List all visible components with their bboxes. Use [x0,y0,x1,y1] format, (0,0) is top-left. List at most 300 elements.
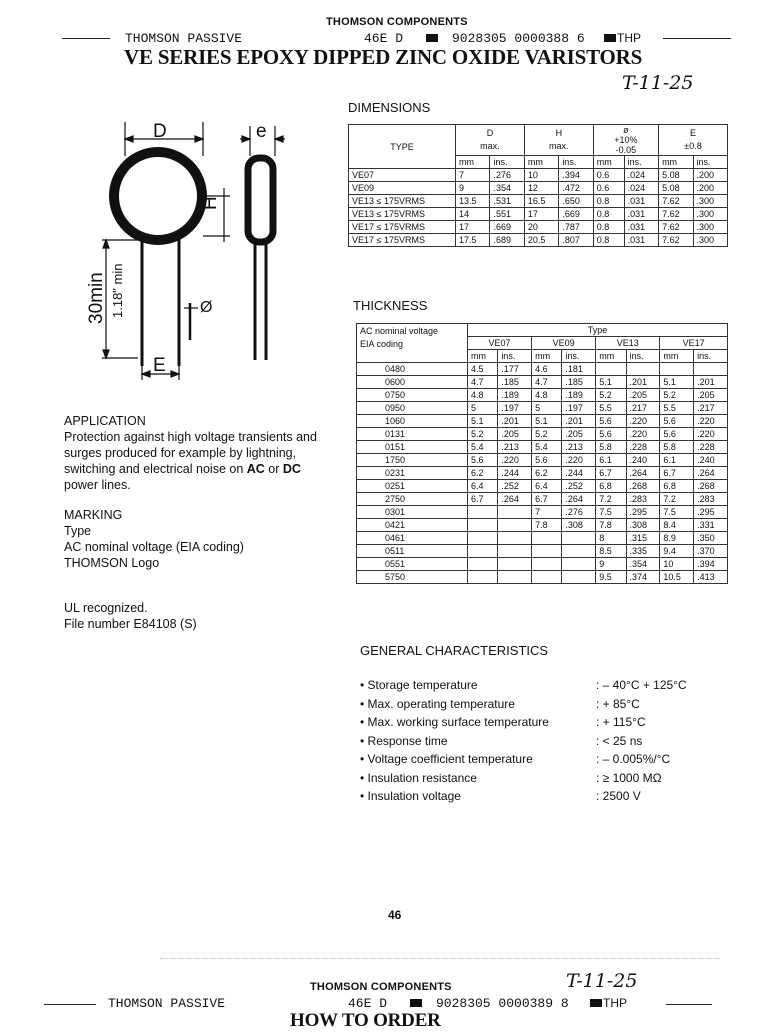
value-cell: .220 [626,415,660,428]
col-phi-tol1: +10% [614,135,638,145]
value-cell: .240 [694,454,728,467]
ac-voltage-header [357,324,468,363]
value-cell: 17 [456,221,490,234]
value-cell: .394 [694,558,728,571]
value-cell: .197 [562,402,596,415]
value-cell [532,545,562,558]
handwritten-note: T-11-25 [622,72,694,94]
value-cell: 0.6 [593,182,624,195]
value-cell: 7.2 [596,493,626,506]
thickness-row [357,532,728,545]
value-cell: 6.7 [596,467,626,480]
value-cell: 7.5 [596,506,626,519]
value-cell: .283 [626,493,660,506]
value-cell: 5.1 [596,376,626,389]
thickness-row [357,415,728,428]
division-label: THOMSON PASSIVE [125,31,243,46]
value-cell: .244 [562,467,596,480]
header-rule-right [663,38,731,39]
value-cell: .205 [694,389,728,402]
value-cell: 14 [456,208,490,221]
value-cell: 6.7 [532,493,562,506]
unit-ins: ins. [694,350,728,363]
application-line: power lines. [64,478,131,492]
value-cell [468,519,498,532]
characteristic-value: : 2500 V [596,789,641,803]
dimension-row [349,234,728,247]
characteristic-label: • Response time [360,733,448,748]
value-cell: 10 [524,169,558,182]
application-line [64,461,344,477]
value-cell: .331 [694,519,728,532]
value-cell: 6.4 [468,480,498,493]
value-cell: 7 [532,506,562,519]
value-cell: 6.8 [596,480,626,493]
type-group-header: Type [468,324,728,337]
col-phi-header [593,125,658,156]
value-cell: 5.08 [659,169,693,182]
voltage-code-cell: 1750 [357,454,468,467]
value-cell: 13.5 [456,195,490,208]
unit-mm: mm [532,350,562,363]
arrow-head [242,136,250,142]
characteristic-row [360,769,740,788]
value-cell: .177 [498,363,532,376]
value-cell: .220 [498,454,532,467]
value-cell [596,363,626,376]
ul-section [64,600,344,632]
next-handwritten-note: T-11-25 [566,970,638,992]
value-cell: .200 [693,169,728,182]
ac-bold: AC [246,462,265,476]
application-heading: APPLICATION [64,414,146,428]
type-cell: VE17 ≤ 175VRMS [349,221,456,234]
value-cell: .370 [694,545,728,558]
value-cell: .264 [562,493,596,506]
value-cell: .295 [626,506,660,519]
type-cell: VE13 ≤ 175VRMS [349,195,456,208]
value-cell [498,558,532,571]
tag-thp: THP [617,31,641,45]
application-section [64,413,344,493]
value-cell: 9.5 [596,571,626,584]
arrow-head [103,240,109,248]
value-cell: .201 [626,376,660,389]
value-cell: .264 [626,467,660,480]
value-cell: 0.8 [593,195,624,208]
value-cell: .252 [498,480,532,493]
characteristic-value: : + 85°C [596,696,640,711]
value-cell [468,545,498,558]
characteristic-label: • Insulation voltage [360,789,461,803]
next-doc-code: 46E D [348,996,388,1011]
marking-heading: MARKING [64,508,123,522]
ac-voltage-label: AC nominal voltage [360,326,439,336]
value-cell: .689 [490,234,524,247]
value-cell: 9.4 [660,545,694,558]
page-number: 46 [388,908,402,922]
value-cell: 5.2 [660,389,694,402]
value-cell: .244 [498,467,532,480]
value-cell: 20.5 [524,234,558,247]
value-cell [532,532,562,545]
block-mark [426,34,438,42]
voltage-code-cell: 0750 [357,389,468,402]
value-cell [468,558,498,571]
thickness-body [357,363,728,584]
value-cell: .264 [694,467,728,480]
value-cell: 9 [456,182,490,195]
voltage-code-cell: 0131 [357,428,468,441]
value-cell: 7.62 [659,221,693,234]
doc-code: 46E D [364,31,404,46]
dimensions-table [348,124,728,247]
col-ve17: VE17 [660,337,728,350]
label-e-top: e [256,121,267,142]
voltage-code-cell: 0480 [357,363,468,376]
thickness-row [357,506,728,519]
ul-file-number: File number E84108 (S) [64,617,197,631]
value-cell: 7.8 [532,519,562,532]
value-cell: .240 [626,454,660,467]
value-cell: .185 [498,376,532,389]
value-cell: 12 [524,182,558,195]
dimensions-heading: DIMENSIONS [348,100,431,115]
value-cell: 8 [596,532,626,545]
value-cell: 5.1 [660,376,694,389]
characteristic-label: • Storage temperature [360,678,478,692]
value-cell: 5 [532,402,562,415]
col-h-label: H [555,128,563,138]
value-cell: .268 [694,480,728,493]
unit-ins: ins. [498,350,532,363]
value-cell [694,363,728,376]
value-cell: .228 [626,441,660,454]
unit-ins: ins. [693,156,728,169]
value-cell [498,532,532,545]
marking-item: THOMSON Logo [64,556,160,570]
value-cell: .300 [693,208,728,221]
characteristic-value: : ≥ 1000 MΩ [596,770,662,785]
value-cell: .024 [624,169,658,182]
arrow-head [103,350,109,358]
value-cell: 6.2 [532,467,562,480]
col-type-header: TYPE [349,125,456,169]
value-cell: .031 [624,195,658,208]
value-cell: .205 [498,428,532,441]
value-cell: .413 [694,571,728,584]
block-mark [410,999,422,1007]
value-cell [468,506,498,519]
value-cell: 5 [468,402,498,415]
characteristic-value: : – 0.005%/°C [596,752,671,766]
characteristic-row [360,713,740,732]
value-cell: 9 [596,558,626,571]
value-cell [468,532,498,545]
text-span: switching and electrical noise on [64,462,247,476]
thickness-row [357,389,728,402]
value-cell: 10 [660,558,694,571]
voltage-code-cell: 0511 [357,545,468,558]
value-cell: .374 [626,571,660,584]
footer-rule-left [44,1004,96,1005]
value-cell: 6.4 [532,480,562,493]
arrow-head [142,371,150,377]
value-cell: 4.6 [532,363,562,376]
value-cell: 4.5 [468,363,498,376]
value-cell: 5.8 [596,441,626,454]
value-cell: 6.7 [468,493,498,506]
next-barcode-number: 9028305 0000389 8 [436,996,569,1011]
value-cell: 5.2 [596,389,626,402]
value-cell [562,558,596,571]
unit-ins: ins. [490,156,524,169]
value-cell: 8.4 [660,519,694,532]
value-cell: 6.1 [660,454,694,467]
value-cell: .350 [694,532,728,545]
col-e-header [659,125,728,156]
value-cell: 5.2 [468,428,498,441]
thickness-row [357,545,728,558]
thickness-row [357,363,728,376]
characteristic-value: : – 40°C + 125°C [596,678,687,692]
value-cell: .268 [626,480,660,493]
value-cell: .354 [490,182,524,195]
value-cell: .335 [626,545,660,558]
general-heading: GENERAL CHARACTERISTICS [360,643,549,658]
type-cell: VE17 ≤ 175VRMS [349,234,456,247]
thickness-row [357,519,728,532]
dimension-row [349,169,728,182]
value-cell: .308 [562,519,596,532]
voltage-code-cell: 1060 [357,415,468,428]
value-cell: 5.6 [468,454,498,467]
value-cell: .354 [626,558,660,571]
value-cell: .252 [562,480,596,493]
voltage-code-cell: 0551 [357,558,468,571]
characteristic-label: • Insulation resistance [360,770,477,785]
value-cell: 6.2 [468,467,498,480]
value-cell: 7.62 [659,234,693,247]
characteristic-label: • Max. working surface temperature [360,715,549,729]
value-cell: .201 [498,415,532,428]
characteristic-label: • Voltage coefficient temperature [360,752,533,766]
value-cell [626,363,660,376]
value-cell: .201 [562,415,596,428]
voltage-code-cell: 0950 [357,402,468,415]
value-cell: 8.9 [660,532,694,545]
voltage-code-cell: 0600 [357,376,468,389]
dimension-row [349,195,728,208]
value-cell: .300 [693,234,728,247]
value-cell: .315 [626,532,660,545]
label-30min: 30min [86,272,107,324]
next-division-label: THOMSON PASSIVE [108,996,226,1011]
thickness-row [357,480,728,493]
next-company-header: THOMSON COMPONENTS [310,981,452,993]
value-cell: .031 [624,234,658,247]
eia-coding-label: EIA coding [360,339,404,349]
value-cell [498,506,532,519]
disc-side-body [248,158,273,242]
unit-mm: mm [456,156,490,169]
value-cell: 5.4 [532,441,562,454]
value-cell [562,571,596,584]
company-header: THOMSON COMPONENTS [326,16,468,28]
unit-ins: ins. [562,350,596,363]
value-cell [562,545,596,558]
value-cell: 4.7 [468,376,498,389]
thickness-row [357,428,728,441]
value-cell: .531 [490,195,524,208]
value-cell: .300 [693,221,728,234]
unit-mm: mm [660,350,694,363]
characteristic-value: : < 25 ns [596,733,643,748]
value-cell: .205 [626,389,660,402]
value-cell: .217 [626,402,660,415]
unit-ins: ins. [626,350,660,363]
value-cell: .213 [498,441,532,454]
value-cell: 5.6 [532,454,562,467]
type-cell: VE09 [349,182,456,195]
label-h: H [200,196,221,210]
voltage-code-cell: 5750 [357,571,468,584]
value-cell [532,558,562,571]
value-cell: .189 [498,389,532,402]
thickness-table [356,323,728,584]
value-cell: 4.7 [532,376,562,389]
application-line: surges produced for example by lightning, [64,446,297,460]
voltage-code-cell: 0421 [357,519,468,532]
value-cell: .220 [694,428,728,441]
value-cell: .807 [559,234,593,247]
value-cell: .551 [490,208,524,221]
value-cell: 5.4 [468,441,498,454]
voltage-code-cell: 0251 [357,480,468,493]
value-cell: 7.8 [596,519,626,532]
label-phi: Ø [200,299,213,316]
value-cell: .201 [694,376,728,389]
characteristic-row [360,750,740,769]
value-cell: .472 [559,182,593,195]
col-e-label: E [690,128,697,138]
value-cell: 7 [456,169,490,182]
value-cell: 6.7 [660,467,694,480]
label-118-min: 1.18" min [110,263,125,318]
thickness-row [357,376,728,389]
value-cell: 4.8 [532,389,562,402]
value-cell: 0.8 [593,234,624,247]
faint-scan-line [160,958,720,959]
value-cell: .220 [562,454,596,467]
unit-mm: mm [596,350,626,363]
value-cell: 5.6 [660,415,694,428]
disc-body [114,152,202,240]
ul-recognized: UL recognized. [64,601,148,615]
value-cell: 0.6 [593,169,624,182]
value-cell: 5.6 [596,428,626,441]
label-d: D [153,121,167,142]
voltage-code-cell: 0231 [357,467,468,480]
thickness-row [357,493,728,506]
text-span: or [264,462,283,476]
value-cell [562,532,596,545]
col-h-header [524,125,593,156]
value-cell: 7.62 [659,195,693,208]
value-cell: 7.62 [659,208,693,221]
value-cell: .283 [694,493,728,506]
thickness-row [357,467,728,480]
col-e-tol: ±0.8 [684,141,702,151]
general-characteristics-list [360,676,740,806]
value-cell: .031 [624,208,658,221]
footer-rule-right [666,1004,712,1005]
value-cell: .276 [490,169,524,182]
value-cell: 5.8 [660,441,694,454]
value-cell: .024 [624,182,658,195]
value-cell: 6.1 [596,454,626,467]
col-ve13: VE13 [596,337,660,350]
block-mark [604,34,616,42]
value-cell: 0.8 [593,208,624,221]
value-cell: 5.5 [660,402,694,415]
value-cell: 5.6 [596,415,626,428]
characteristic-row [360,695,740,714]
value-cell [532,571,562,584]
arrow-head [275,136,283,142]
unit-mm: mm [659,156,693,169]
value-cell: 5.6 [660,428,694,441]
col-d-header [456,125,525,156]
marking-section [64,507,344,571]
dimension-row [349,182,728,195]
label-e-bottom: E [153,355,166,376]
value-cell: .213 [562,441,596,454]
arrow-head [195,136,203,142]
characteristic-label: • Max. operating temperature [360,696,515,711]
type-cell: VE07 [349,169,456,182]
dimensions-body [349,169,728,247]
value-cell: 8.5 [596,545,626,558]
value-cell: .220 [626,428,660,441]
value-cell: .200 [693,182,728,195]
barcode-number: 9028305 0000388 6 [452,31,585,46]
dc-bold: DC [282,462,301,476]
dimension-row [349,221,728,234]
characteristic-value: : + 115°C [596,715,646,729]
value-cell: .787 [559,221,593,234]
value-cell [468,571,498,584]
value-cell [498,519,532,532]
value-cell: 17.5 [456,234,490,247]
voltage-code-cell: 2750 [357,493,468,506]
value-cell: 20 [524,221,558,234]
value-cell: 7.5 [660,506,694,519]
value-cell: 7.2 [660,493,694,506]
value-cell: 5.2 [532,428,562,441]
value-cell: .205 [562,428,596,441]
value-cell: .197 [498,402,532,415]
value-cell: 6.8 [660,480,694,493]
value-cell: 17 [524,208,558,221]
value-cell: .031 [624,221,658,234]
unit-mm: mm [468,350,498,363]
dimension-row [349,208,728,221]
characteristic-row [360,732,740,751]
value-cell: .394 [559,169,593,182]
arrow-head [171,371,179,377]
value-cell: .650 [559,195,593,208]
